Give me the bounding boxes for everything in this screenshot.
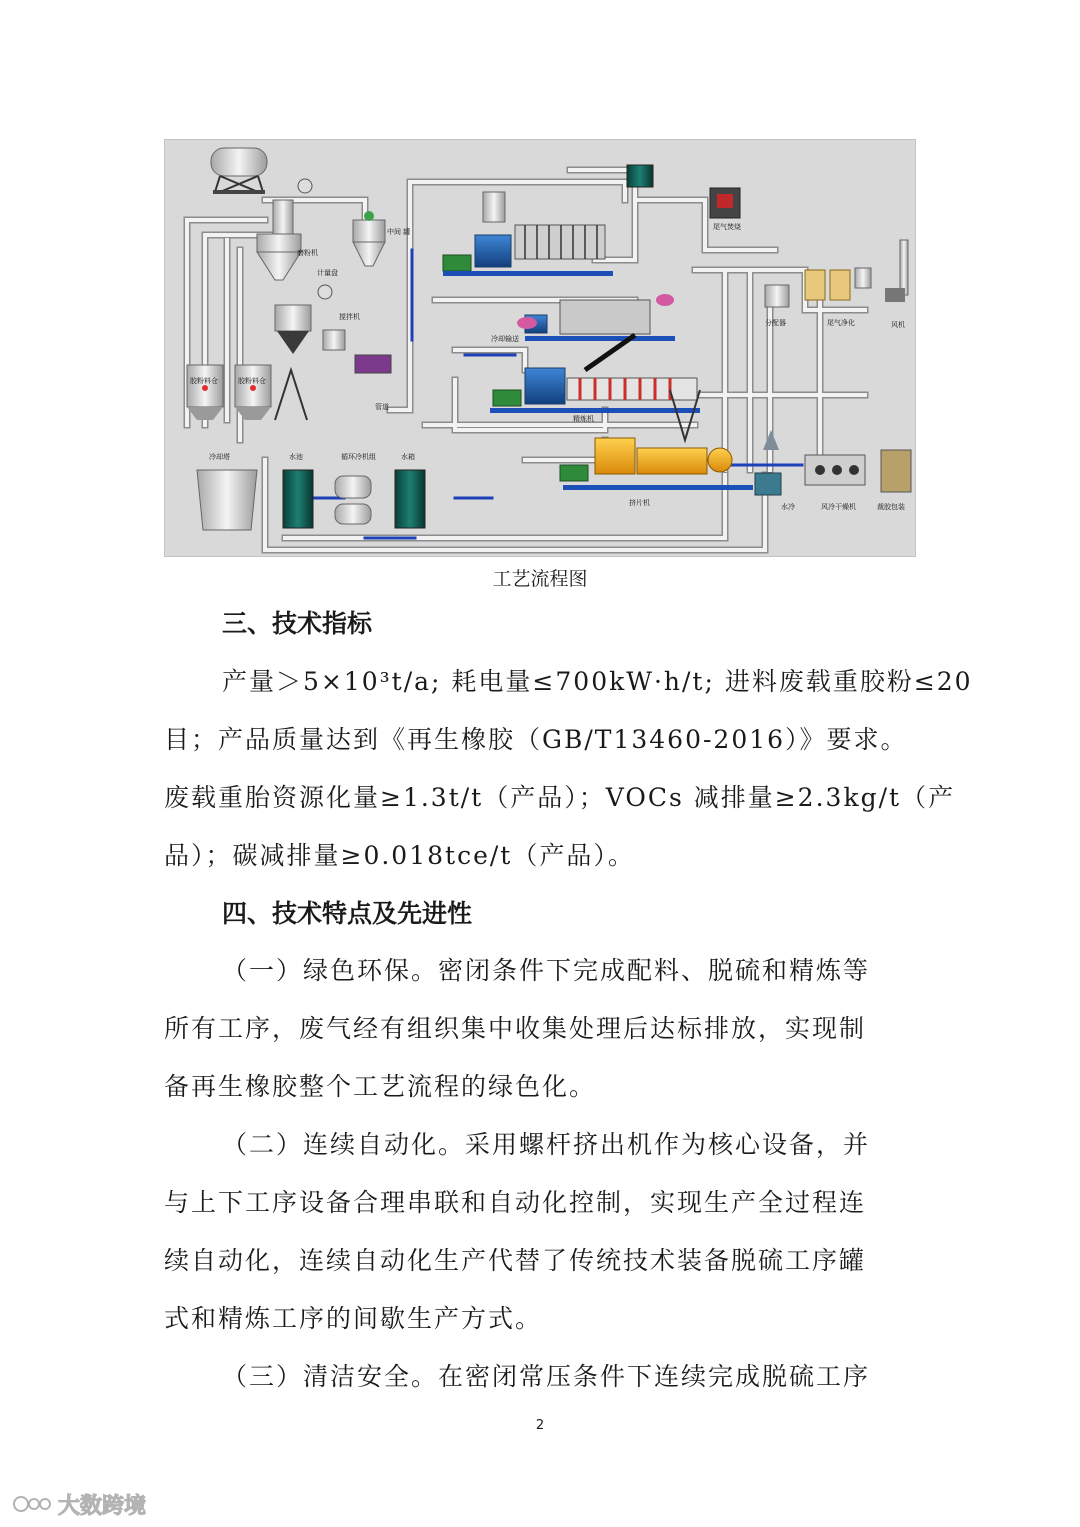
- section4-paragraph-2: [164, 1116, 918, 1348]
- label-grinder: 磨粉机: [297, 249, 318, 257]
- section3-body: [164, 653, 973, 885]
- p2-line-3: 续自动化，连续自动化生产代替了传统技术装备脱硫工序罐: [164, 1246, 867, 1275]
- label-chiller: 循环冷机组: [341, 453, 376, 461]
- label-conveyor: 管道: [375, 403, 389, 411]
- grinder-unit: [257, 200, 301, 280]
- label-distributor: 分配器: [765, 319, 786, 327]
- refiner-line: [490, 368, 700, 413]
- storage-tank: [211, 148, 267, 194]
- section4-paragraph-1: [164, 942, 918, 1116]
- label-metering-bin: 计量盘: [317, 269, 338, 277]
- label-cool-conveyor: 冷却输送: [491, 335, 519, 343]
- label-exhaust-burn: 尾气焚烧: [713, 223, 741, 231]
- p1-line-1: （一）绿色环保。密闭条件下完成配料、脱硫和精炼等: [222, 956, 871, 985]
- label-fan: 风机: [891, 321, 905, 329]
- figure-caption: 工艺流程图: [492, 568, 588, 590]
- p1-line-3: 备再生橡胶整个工艺流程的绿色化。: [164, 1072, 597, 1101]
- p1-line-2: 所有工序，废气经有组织集中收集处理后达标排放，实现制: [164, 1014, 867, 1043]
- process-flow-diagram: [164, 139, 916, 557]
- label-water-tank: 水箱: [401, 453, 415, 461]
- raw-material-bins: [187, 365, 307, 420]
- label-refiner: 精炼机: [573, 415, 594, 423]
- process-flow-drawing: [165, 140, 917, 558]
- mixer-unit: [275, 305, 391, 373]
- label-air-dryer: 风冷干燥机: [821, 503, 856, 511]
- middle-cooling-line: [517, 294, 675, 370]
- water-cooling-area: [197, 470, 425, 530]
- label-mixer: 搅拌机: [339, 313, 360, 321]
- section4-heading: 四、技术特点及先进性: [222, 899, 473, 928]
- watermark-text: 大数跨境: [58, 1493, 147, 1519]
- label-cut-pack: 裁胶包装: [877, 503, 905, 511]
- label-cooling-tower: 冷却塔: [209, 453, 230, 461]
- p2-line-1: （二）连续自动化。采用螺杆挤出机作为核心设备，并: [222, 1130, 871, 1159]
- watermark: [12, 1490, 146, 1518]
- label-water-cool: 水冷: [781, 503, 795, 511]
- label-exhaust-purify: 尾气净化: [827, 319, 855, 327]
- section3-line-2: 目；产品质量达到《再生橡胶（GB/T13460-2016）》要求。: [164, 725, 908, 754]
- watermark-logo-icon: [12, 1492, 52, 1516]
- section3-line-3: 废载重胎资源化量≥1.3t/t（产品）；VOCs 减排量≥2.3kg/t（产: [164, 783, 956, 812]
- intermediate-tank-unit: [353, 211, 385, 266]
- p3-line-1: （三）清洁安全。在密闭常压条件下连续完成脱硫工序: [222, 1362, 871, 1391]
- section3-heading: 三、技术指标: [222, 609, 373, 638]
- label-raw-bin-2: 胶粉料仓: [238, 377, 266, 385]
- page-number: 2: [535, 1418, 545, 1433]
- label-water-pool: 水池: [289, 453, 303, 461]
- dryer-packing-area: [755, 430, 911, 495]
- label-extruder: 挤片机: [629, 499, 650, 507]
- p2-line-4: 式和精炼工序的间歇生产方式。: [164, 1304, 543, 1333]
- section4-paragraph-3: [164, 1348, 918, 1406]
- label-raw-bin-1: 胶粉料仓: [190, 377, 218, 385]
- p2-line-2: 与上下工序设备合理串联和自动化控制，实现生产全过程连: [164, 1188, 867, 1217]
- label-intermediate-tank: 中间 罐: [387, 228, 411, 236]
- section3-line-1: 产量＞5×10³t/a; 耗电量≤700kW·h/t; 进料废载重胶粉≤20: [222, 667, 973, 696]
- section3-line-4: 品）；碳减排量≥0.018tce/t（产品）。: [164, 841, 635, 870]
